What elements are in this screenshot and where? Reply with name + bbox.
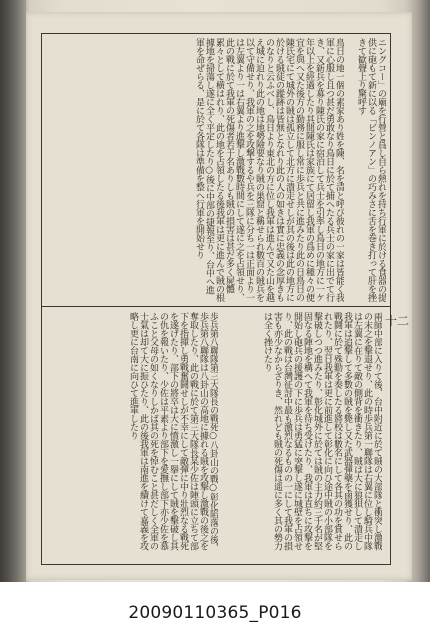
upper-left-text-column: 鳥日の地一個の素家あり姓を陳、名を清と呼び彼れの一家は皆能く我軍に心服し且つ甚だ勇敢なり鳥日に於て捕へたる兵士の家に出でて行き、又新兵を募り陳氏の家に宿泊して兵士を引率し鳥日の地方に一ケ年以上を經過したり其間陳氏は家族にて居留し我軍の爲めに種々の便宜を與へ又た後方の勤務に服し常に歩兵と共に進みたり此の日鳥日の陳氏宅にて城外の賊は孤立して北方に潰走せしが其の後は此の地方に於ける賊徒の蹤跡は皆無となれり此の人の如きは實に忠義の念厚きものなりと云ふべし、鳥日より東北の方に位し我軍は進んで又た山を越え城に迫れり此の地は地勢險要なり賊の巣窟と稱せられ數百の賊兵を以て守備せり、我軍の之を攻撃するや兵を三隊に分ち一は正面より一は左翼より一は右翼より進撃し激戰數時間にして遂に之を占領せり、此の戰に於て我軍の死傷者若干名ありしも賊の損害は甚だ多く屍體累々として横はれり、此の地を占領したる後我軍は更に進んで賊の根據地を掃蕩し遂に全く平定したり○後に中部の捷報至り、台中へ進軍を命ぜらる、是に於て各隊は準備を整へ行軍を開始せり (194, 38, 344, 302)
horizontal-section-rule (41, 306, 391, 307)
upper-right-text-column: ニングコー」の廟を行營と爲し自ら熱れを持ち行軍に於ける食器の提供に砲もて新に以る「ビンノアン」の巧みさに舌を巻き打って肝を挫きて歓聲上り驚呼す (356, 38, 386, 302)
image-caption: 20090110365_P016 (128, 603, 302, 623)
lower-left-text-column: 歩兵第八聯隊第三大隊長の戰死○八卦山の戰○彰化陷落の後、歩兵第八聯隊は八卦山の高地に據れる賊を攻撃し激戰の後之を奪取したり、此の戰に於て第三大隊長某少佐は陣頭に立ちて部下を指揮し勇戰奮鬪せしが不幸にして敵彈に中り壯烈なる戰死を遂げたり、部下の將卒は大に憤激し一擧にして賊を擊破し其の仇を報いたり、少佐は平素より部下を愛撫し部下亦少佐を慕ふこと父母の如くなりしかば其の死を悼むこと甚だしく全軍の士氣は却て大に振ひたり、此の後我軍は南進を續けて嘉義を攻略し更に台南に向ひて進軍したり (128, 312, 218, 552)
book-spine-shadow (0, 0, 26, 582)
page-number: 十二 (385, 314, 410, 328)
lower-right-text-column: 兩師中部に入りて後、台中附近に於て賊の大部隊と衝突し激戰の末之を撃退せり、此の時歩兵第一聯隊は右翼に位し騎兵中隊は左翼に在りて敵の側背を衝きたり、賊は大に狼狽して潰走し我軍は追撃して多數の賊を斃し又た武器彈藥を鹵獲せり、此の戰鬪に於て殊勳を奏したる將校は數名にして各其の功を賞せられたり、翌日我軍は更に前進して彰化に向ひ途中賊の小部隊を撃破しつつ進みたり、彰化城外に於ては賊の主力約三千名が堅固なる陣地を構へて我軍を待ち受けたり、我軍は直ちに攻撃を開始し砲兵の援護の下に歩兵は勇猛に突撃し遂に城壁を占領せり、此の戰は台灣征討中最も激烈なるものの一にして我軍の損害も亦少なからざりき、然れども賊の死傷は遥に多く其の勢力は全く挫けたり (262, 312, 382, 550)
